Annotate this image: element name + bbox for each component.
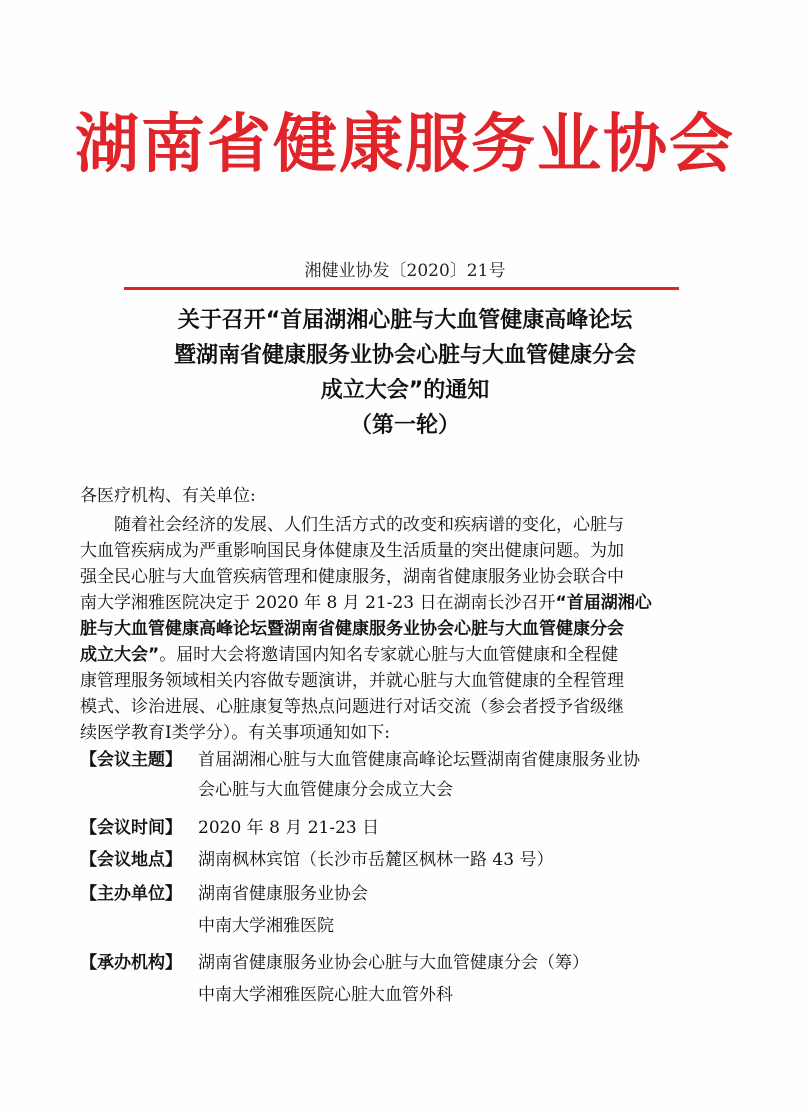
host-unit-continued: 中南大学湘雅医院 [198, 916, 334, 936]
meeting-topic-value: 首届湖湘心脏与大血管健康高峰论坛暨湖南省健康服务业协 [198, 750, 640, 770]
meeting-topic-label: 【会议主题】 [80, 750, 182, 770]
body-line: 大血管疾病成为严重影响国民身体健康及生活质量的突出健康问题。为加 [80, 541, 624, 561]
title-line-3: 成立大会”的通知 [320, 378, 490, 403]
red-divider [124, 287, 679, 290]
body-emphasis: 脏与大血管健康高峰论坛暨湖南省健康服务业协会心脏与大血管健康分会 [80, 619, 624, 639]
body-text: 南大学湘雅医院决定于 2020 年 8 月 21-23 日在湖南长沙召开 [80, 593, 556, 613]
organizer-label: 【承办机构】 [80, 953, 182, 973]
host-unit-label: 【主办单位】 [80, 884, 182, 904]
organizer-continued: 中南大学湘雅医院心脏大血管外科 [198, 985, 453, 1005]
title-round: （第一轮） [349, 413, 460, 438]
body-text: 。届时大会将邀请国内知名专家就心脏与大血管健康和全程健 [159, 645, 619, 665]
document-number: 湘健业协发〔2020〕21号 [304, 261, 506, 281]
organizer [80, 953, 589, 973]
meeting-place-value: 湖南枫林宾馆（长沙市岳麓区枫林一路 43 号） [198, 850, 554, 870]
body-line [80, 593, 652, 613]
title-line-2: 暨湖南省健康服务业协会心脏与大血管健康分会 [173, 343, 636, 368]
body-line: 模式、诊治进展、心脏康复等热点问题进行对话交流（参会者授予省级继 [80, 697, 624, 717]
meeting-time-value: 2020 年 8 月 21-23 日 [198, 818, 380, 838]
body-emphasis: 成立大会” [80, 645, 160, 665]
organizer-value: 湖南省健康服务业协会心脏与大血管健康分会（筹） [198, 953, 589, 973]
body-emphasis: “首届湖湘心 [555, 593, 652, 613]
meeting-place [80, 850, 553, 870]
body-line: 康管理服务领域相关内容做专题演讲，并就心脏与大血管健康的全程管理 [80, 671, 624, 691]
meeting-place-label: 【会议地点】 [80, 850, 182, 870]
body-line: 续医学教育Ⅰ类学分）。有关事项通知如下: [80, 723, 390, 743]
meeting-topic [80, 750, 640, 770]
body-line [80, 619, 624, 639]
host-unit-value: 湖南省健康服务业协会 [198, 884, 368, 904]
meeting-time [80, 818, 379, 838]
host-unit [80, 884, 368, 904]
body-line: 随着社会经济的发展、人们生活方式的改变和疾病谱的变化，心脏与 [114, 515, 624, 535]
body-line: 强全民心脏与大血管疾病管理和健康服务，湖南省健康服务业协会联合中 [80, 567, 624, 587]
body-line [80, 645, 618, 665]
meeting-time-label: 【会议时间】 [80, 818, 182, 838]
title-line-1: 关于召开“首届湖湘心脏与大血管健康高峰论坛 [177, 308, 633, 333]
salutation: 各医疗机构、有关单位: [80, 486, 256, 506]
meeting-topic-continued: 会心脏与大血管健康分会成立大会 [198, 780, 453, 800]
letterhead-organization: 湖南省健康服务业协会 [75, 108, 735, 182]
